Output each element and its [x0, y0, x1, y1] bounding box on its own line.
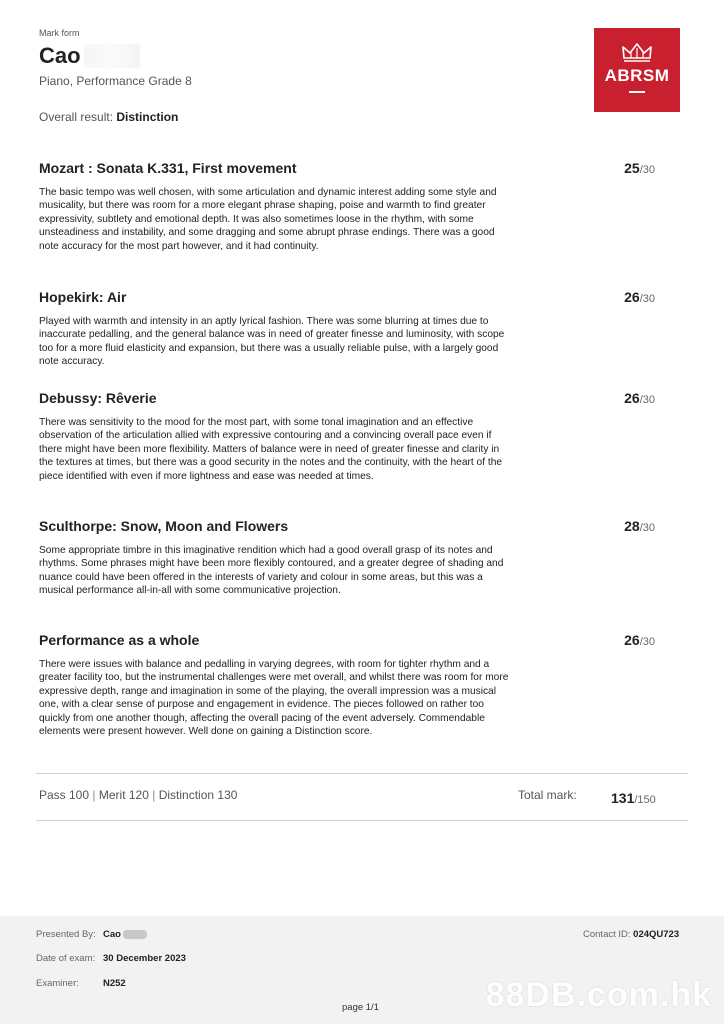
score-out-of: /30	[639, 636, 655, 648]
piece-score	[624, 518, 655, 534]
piece-score	[624, 289, 655, 305]
distinction-threshold: Distinction 130	[158, 788, 238, 802]
score-value: 28	[624, 518, 640, 534]
piece-score	[624, 160, 655, 176]
presented-by-label: Presented By:	[36, 929, 96, 940]
score-value: 26	[624, 390, 640, 406]
exam-subject: Piano, Performance Grade 8	[39, 74, 192, 88]
separator: |	[92, 788, 96, 802]
totals-bar	[36, 773, 688, 821]
form-label: Mark form	[39, 28, 80, 38]
exam-date-value: 30 December 2023	[103, 953, 186, 964]
contact-id	[583, 929, 679, 940]
contact-id-value: 024QU723	[633, 929, 680, 940]
footer	[0, 916, 724, 1024]
score-out-of: /30	[639, 522, 655, 534]
exam-date-row	[36, 953, 186, 964]
piece-title: Mozart : Sonata K.331, First movement	[39, 160, 297, 176]
logo-text: ABRSM	[604, 66, 670, 85]
score-out-of: /30	[639, 164, 655, 176]
piece-title: Hopekirk: Air	[39, 289, 127, 305]
pass-threshold: Pass 100	[39, 788, 90, 802]
watermark: 88DB.com.hk	[485, 976, 712, 1014]
overall-result-label: Overall result:	[39, 110, 114, 124]
examiner-comment: The basic tempo was well chosen, with some articulation and dynamic interest adding some style and musicality, but there was room for a more elegant phrase shaping, poise and warmth to find greater expressivity, subtlety and emotional depth. It was also sometimes loose in the rhythm, with some unsteadiness and instability, and some dragging and some abrupt phrase endings. There was a good note accuracy for the most part however, and it had continuity.	[39, 187, 497, 252]
presented-by-value	[103, 929, 147, 940]
score-value: 26	[624, 289, 640, 305]
examiner-comment: There was sensitivity to the mood for the most part, with some tonal imagination and an effective observation of the articulation allied with expressive contouring and a convincing overall pace even if there might have been more flexibility. Matters of balance were in need of greater finesse and clarity in the textures at times, but there was a good security in the notes and the continuity, with the heart of the piece identified with even if more lightness and ease was needed at times.	[39, 417, 503, 482]
candidate-name: Cao	[39, 43, 81, 68]
piece-score	[624, 632, 655, 648]
merit-threshold: Merit 120	[98, 788, 149, 802]
piece-title: Sculthorpe: Snow, Moon and Flowers	[39, 518, 289, 534]
mark-form-header	[0, 0, 724, 140]
examiner-row	[36, 978, 126, 989]
piece-score	[624, 390, 655, 406]
score-out-of: /30	[639, 394, 655, 406]
total-mark	[611, 790, 656, 806]
section-performance-whole	[39, 632, 689, 738]
separator: |	[152, 788, 156, 802]
page-number: page 1/1	[342, 1002, 379, 1013]
examiner-comment: There were issues with balance and pedalling in varying degrees, with room for tighter rhythm and a greater facility too, but the instrumental challenges were met overall, and whilst there was room for more expressive depth, range and imagination in some of the playing, the overall impression was a musical one, with a clear sense of purpose and engagement in evidence. The pieces followed on rather too quickly from one another though, affecting the overall pacing of the event adversely. Commendable elements were present however. Well done on gaining a Distinction score.	[39, 659, 509, 738]
examiner-value: N252	[103, 978, 126, 989]
presented-by-row	[36, 929, 121, 940]
section-sculthorpe	[39, 518, 689, 598]
total-mark-out-of: /150	[634, 794, 656, 806]
piece-title: Debussy: Rêverie	[39, 390, 157, 406]
abrsm-logo	[594, 28, 680, 112]
presenter-name: Cao	[103, 929, 121, 940]
examiner-comment: Played with warmth and intensity in an aptly lyrical fashion. There was some blurring at times due to inaccurate pedalling, and the general balance was in need of greater finesse and luminosity, with scope too for a more fluid elasticity and expansion, but there was a usually reliable pulse, with a largely good note accuracy.	[39, 316, 505, 368]
overall-result	[39, 110, 178, 124]
logo-bar	[629, 91, 645, 93]
total-mark-label: Total mark:	[518, 788, 577, 802]
section-debussy	[39, 390, 689, 483]
grade-thresholds	[39, 788, 237, 802]
redacted-presenter	[123, 930, 147, 939]
examiner-label: Examiner:	[36, 978, 79, 989]
section-mozart	[39, 160, 689, 253]
examiner-comment: Some appropriate timbre in this imaginative rendition which had a good overall grasp of its notes and rhythms. Some phrases might have been more flexibly contoured, and a greater degree of shading and nuance could have been offered in the interests of variety and colour in some areas, but this was a musical performance all-in-all with some communicative projection.	[39, 545, 504, 597]
overall-result-value: Distinction	[116, 110, 179, 124]
total-mark-value: 131	[611, 790, 635, 806]
redacted-name	[84, 44, 140, 68]
exam-date-label: Date of exam:	[36, 953, 96, 964]
score-out-of: /30	[639, 293, 655, 305]
contact-id-label: Contact ID:	[583, 929, 631, 940]
section-hopekirk	[39, 289, 689, 369]
score-value: 26	[624, 632, 640, 648]
piece-title: Performance as a whole	[39, 632, 200, 648]
crown-icon	[621, 42, 653, 62]
score-value: 25	[624, 160, 640, 176]
